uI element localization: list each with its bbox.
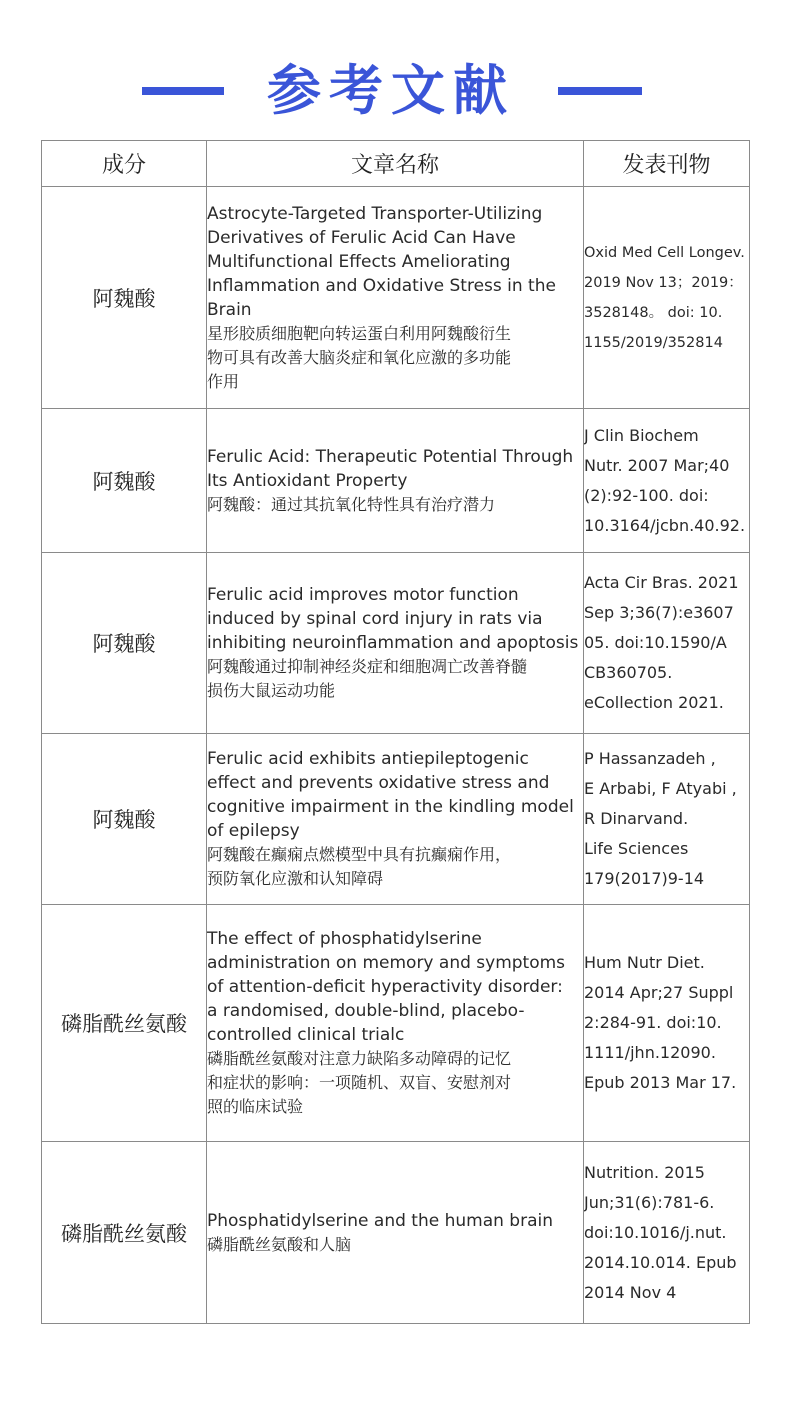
text-line: 2014 Nov 4 xyxy=(584,1282,677,1302)
text-line: 损伤大鼠运动功能 xyxy=(207,681,336,700)
title-bar xyxy=(0,26,790,122)
text-line: E Arbabi, F Atyabi , xyxy=(584,779,737,798)
text-line: administration on memory and symptoms xyxy=(207,953,566,973)
title-left-rule xyxy=(142,87,224,95)
text-line: 和症状的影响：一项随机、双盲、安慰剂对 xyxy=(207,1073,512,1092)
text-line: R Dinarvand. xyxy=(584,809,689,828)
ingredient-cell: 阿魏酸 xyxy=(42,187,207,409)
text-line: P Hassanzadeh , xyxy=(584,749,716,768)
text-line: 2014.10.014. Epub xyxy=(584,1252,737,1272)
text-line: Astrocyte-Targeted Transporter-Utilizing xyxy=(207,203,543,224)
text-line: Acta Cir Bras. 2021 xyxy=(584,573,739,592)
text-line: eCollection 2021. xyxy=(584,693,724,712)
text-line: 05. doi:10.1590/A xyxy=(584,633,727,652)
text-line: Epub 2013 Mar 17. xyxy=(584,1073,737,1092)
text-line: of attention-deficit hyperactivity disorder: xyxy=(207,977,563,997)
journal-cell xyxy=(584,905,750,1142)
article-cell xyxy=(207,187,584,409)
article-title-zh xyxy=(207,655,583,703)
text-line: 磷脂酰丝氨酸对注意力缺陷多动障碍的记忆 xyxy=(207,1049,512,1068)
text-line: 2:284-91. doi:10. xyxy=(584,1013,722,1032)
text-line: inhibiting neuroinflammation and apoptosis xyxy=(207,633,579,653)
text-line: Nutr. 2007 Mar;40 xyxy=(584,455,730,475)
article-title-zh xyxy=(207,493,583,517)
text-line: The effect of phosphatidylserine xyxy=(207,929,482,949)
text-line: Derivatives of Ferulic Acid Can Have xyxy=(207,227,516,248)
text-line: induced by spinal cord injury in rats via xyxy=(207,609,543,629)
text-line: 阿魏酸：通过其抗氧化特性具有治疗潜力 xyxy=(207,494,496,514)
table-row xyxy=(42,187,750,409)
text-line: 阿魏酸在癫痫点燃模型中具有抗癫痫作用， xyxy=(207,845,512,864)
text-line: 10.3164/jcbn.40.92. xyxy=(584,515,746,535)
journal-cell xyxy=(584,187,750,409)
journal-cell xyxy=(584,553,750,734)
article-title-en xyxy=(207,927,583,1047)
article-cell xyxy=(207,409,584,553)
article-cell xyxy=(207,734,584,905)
text-line: a randomised, double-blind, placebo- xyxy=(207,1001,525,1021)
journal-cell xyxy=(584,1142,750,1324)
text-line: Ferulic acid improves motor function xyxy=(207,585,519,605)
header-article: 文章名称 xyxy=(207,141,584,187)
ingredient-cell: 阿魏酸 xyxy=(42,553,207,734)
text-line: 1111/jhn.12090. xyxy=(584,1043,716,1062)
title-right-rule xyxy=(558,87,642,95)
text-line: Its Antioxidant Property xyxy=(207,470,408,491)
text-line: (2):92-100. doi: xyxy=(584,485,709,505)
text-line: Ferulic Acid: Therapeutic Potential Through xyxy=(207,446,574,467)
text-line: J Clin Biochem xyxy=(584,425,699,445)
table-row xyxy=(42,734,750,905)
header-ingredient: 成分 xyxy=(42,141,207,187)
table-row xyxy=(42,409,750,553)
journal-cell xyxy=(584,734,750,905)
text-line: Jun;31(6):781-6. xyxy=(584,1192,715,1212)
text-line: 预防氧化应激和认知障碍 xyxy=(207,869,384,888)
text-line: controlled clinical trialc xyxy=(207,1025,405,1045)
text-line: 物可具有改善大脑炎症和氧化应激的多功能 xyxy=(207,347,512,367)
text-line: CB360705. xyxy=(584,663,673,682)
text-line: effect and prevents oxidative stress and xyxy=(207,773,550,793)
text-line: 2014 Apr;27 Suppl xyxy=(584,983,734,1002)
table-row xyxy=(42,905,750,1142)
ingredient-cell: 磷脂酰丝氨酸 xyxy=(42,1142,207,1324)
journal-cell xyxy=(584,409,750,553)
text-line: Inflammation and Oxidative Stress in the xyxy=(207,275,556,296)
table-row xyxy=(42,553,750,734)
text-line: 照的临床试验 xyxy=(207,1097,304,1116)
header-journal: 发表刊物 xyxy=(584,141,750,187)
text-line: 阿魏酸通过抑制神经炎症和细胞凋亡改善脊髓 xyxy=(207,657,528,676)
article-cell xyxy=(207,553,584,734)
text-line: Oxid Med Cell Longev. xyxy=(584,244,745,261)
article-title-en xyxy=(207,445,583,493)
article-cell xyxy=(207,1142,584,1324)
article-title-en xyxy=(207,747,583,843)
text-line: 3528148。 doi: 10. xyxy=(584,304,723,321)
article-title-en xyxy=(207,583,583,655)
text-line: Nutrition. 2015 xyxy=(584,1162,705,1182)
table-header-row xyxy=(42,141,750,187)
article-cell xyxy=(207,905,584,1142)
text-line: of epilepsy xyxy=(207,821,300,841)
article-title-en xyxy=(207,202,583,322)
text-line: Sep 3;36(7):e3607 xyxy=(584,603,734,622)
ingredient-cell: 阿魏酸 xyxy=(42,734,207,905)
page-title: 参考文献 xyxy=(267,59,515,122)
table-row xyxy=(42,1142,750,1324)
article-title-zh xyxy=(207,843,583,891)
article-title-zh xyxy=(207,322,583,394)
text-line: 2019 Nov 13；2019： xyxy=(584,274,743,291)
text-line: Hum Nutr Diet. xyxy=(584,953,705,972)
text-line: Ferulic acid exhibits antiepileptogenic xyxy=(207,749,529,769)
text-line: Phosphatidylserine and the human brain xyxy=(207,1210,553,1231)
text-line: Brain xyxy=(207,299,252,320)
article-title-zh xyxy=(207,1233,583,1257)
article-title-en xyxy=(207,1209,583,1233)
text-line: doi:10.1016/j.nut. xyxy=(584,1222,727,1242)
article-title-zh xyxy=(207,1047,583,1119)
text-line: Multifunctional Effects Ameliorating xyxy=(207,251,511,272)
text-line: cognitive impairment in the kindling model xyxy=(207,797,574,817)
text-line: 作用 xyxy=(207,371,240,391)
text-line: 星形胶质细胞靶向转运蛋白利用阿魏酸衍生 xyxy=(207,323,512,343)
references-table xyxy=(41,140,750,1324)
text-line: 1155/2019/352814 xyxy=(584,334,723,351)
text-line: Life Sciences xyxy=(584,839,689,858)
text-line: 磷脂酰丝氨酸和人脑 xyxy=(207,1234,352,1254)
ingredient-cell: 阿魏酸 xyxy=(42,409,207,553)
text-line: 179(2017)9-14 xyxy=(584,869,705,888)
ingredient-cell: 磷脂酰丝氨酸 xyxy=(42,905,207,1142)
